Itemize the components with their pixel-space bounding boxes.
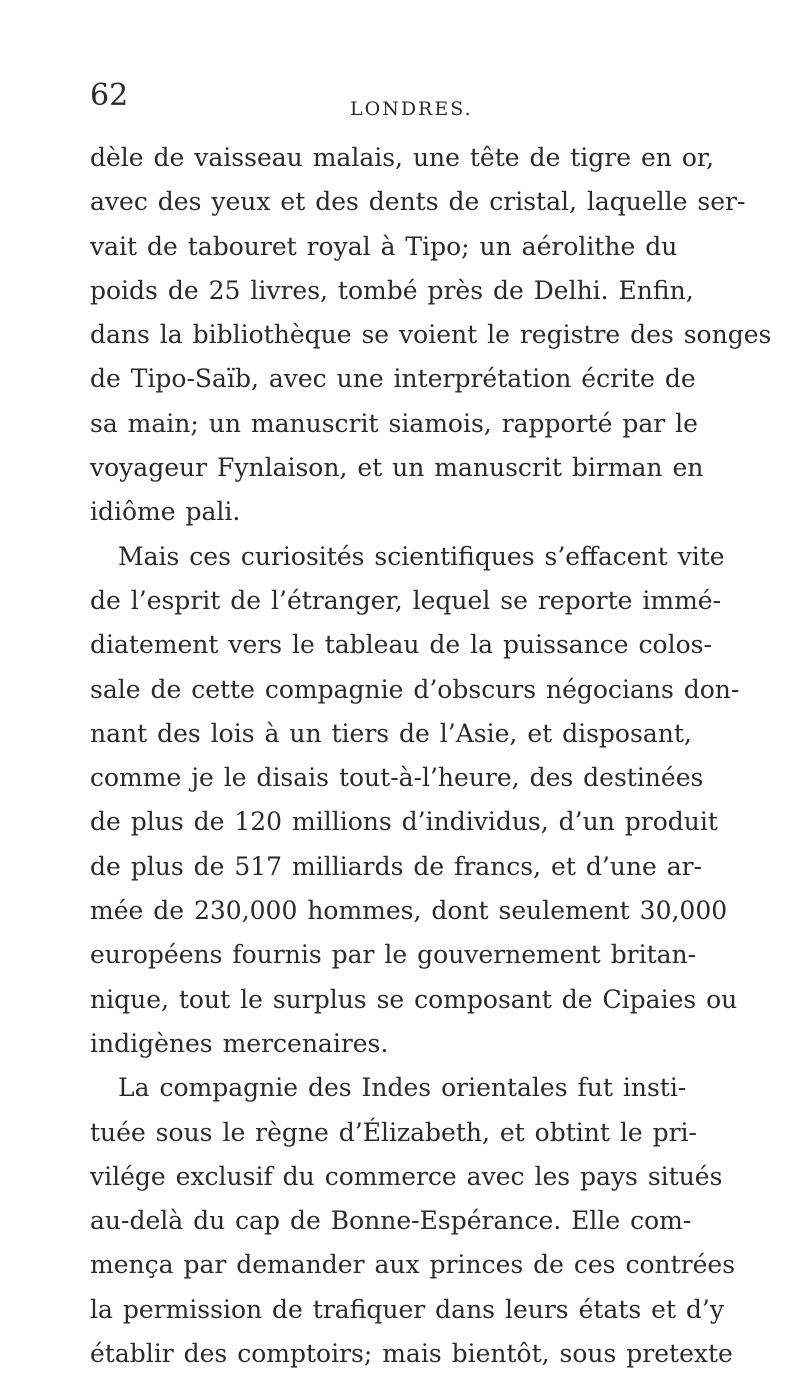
running-head: LONDRES. bbox=[350, 98, 473, 120]
body-text bbox=[90, 136, 780, 1376]
text-line: vait de tabouret royal à Tipo; un aérolithe du bbox=[90, 231, 678, 261]
text-line: dèle de vaisseau malais, une tête de tigre en or, bbox=[90, 143, 715, 172]
text-line: voyageur Fynlaison, et un manuscrit birman en bbox=[90, 453, 704, 483]
page-number: 62 bbox=[90, 78, 129, 113]
text-line: mée de 230,000 hommes, dont seulement 30,000 bbox=[90, 896, 728, 926]
text-line: vilége exclusif du commerce avec les pays situés bbox=[90, 1161, 723, 1191]
text-line: avec des yeux et des dents de cristal, laquelle ser- bbox=[90, 187, 746, 217]
page-header bbox=[90, 78, 730, 128]
text-line: de l’esprit de l’étranger, lequel se reporte immé- bbox=[90, 585, 722, 615]
text-line: établir des comptoirs; mais bientôt, sous pretexte bbox=[90, 1339, 733, 1369]
text-line: comme je le disais tout-à-l’heure, des destinées bbox=[90, 763, 704, 793]
text-line: sa main; un manuscrit siamois, rapporté par le bbox=[90, 408, 698, 438]
text-line: indigènes mercenaires. bbox=[90, 1028, 389, 1058]
text-line: de Tipo-Saïb, avec une interprétation écrite de bbox=[90, 364, 696, 394]
text-line: la permission de trafiquer dans leurs états et d’y bbox=[90, 1294, 725, 1324]
text-line: mença par demander aux princes de ces contrées bbox=[90, 1250, 736, 1280]
text-line: tuée sous le règne d’Élizabeth, et obtint le pri- bbox=[90, 1117, 697, 1147]
text-line: La compagnie des Indes orientales fut insti- bbox=[118, 1073, 687, 1103]
text-line: européens fournis par le gouvernement britan- bbox=[90, 940, 697, 970]
text-line: dans la bibliothèque se voient le registre des songes bbox=[90, 320, 772, 350]
text-line: de plus de 517 milliards de francs, et d’une ar- bbox=[90, 851, 703, 881]
text-line: idiôme pali. bbox=[90, 497, 241, 527]
text-line: sale de cette compagnie d’obscurs négocians don- bbox=[90, 674, 740, 704]
text-line: nant des lois à un tiers de l’Asie, et disposant, bbox=[90, 718, 692, 748]
text-line: poids de 25 livres, tombé près de Delhi. Enfin, bbox=[90, 275, 694, 305]
text-line: nique, tout le surplus se composant de Cipaies ou bbox=[90, 984, 738, 1014]
text-line: diatement vers le tableau de la puissance colos- bbox=[90, 630, 712, 660]
text-line: de plus de 120 millions d’individus, d’un produit bbox=[90, 807, 718, 837]
text-line: au-delà du cap de Bonne-Espérance. Elle com- bbox=[90, 1206, 692, 1236]
text-line: Mais ces curiosités scientifiques s’effacent vite bbox=[118, 541, 725, 571]
